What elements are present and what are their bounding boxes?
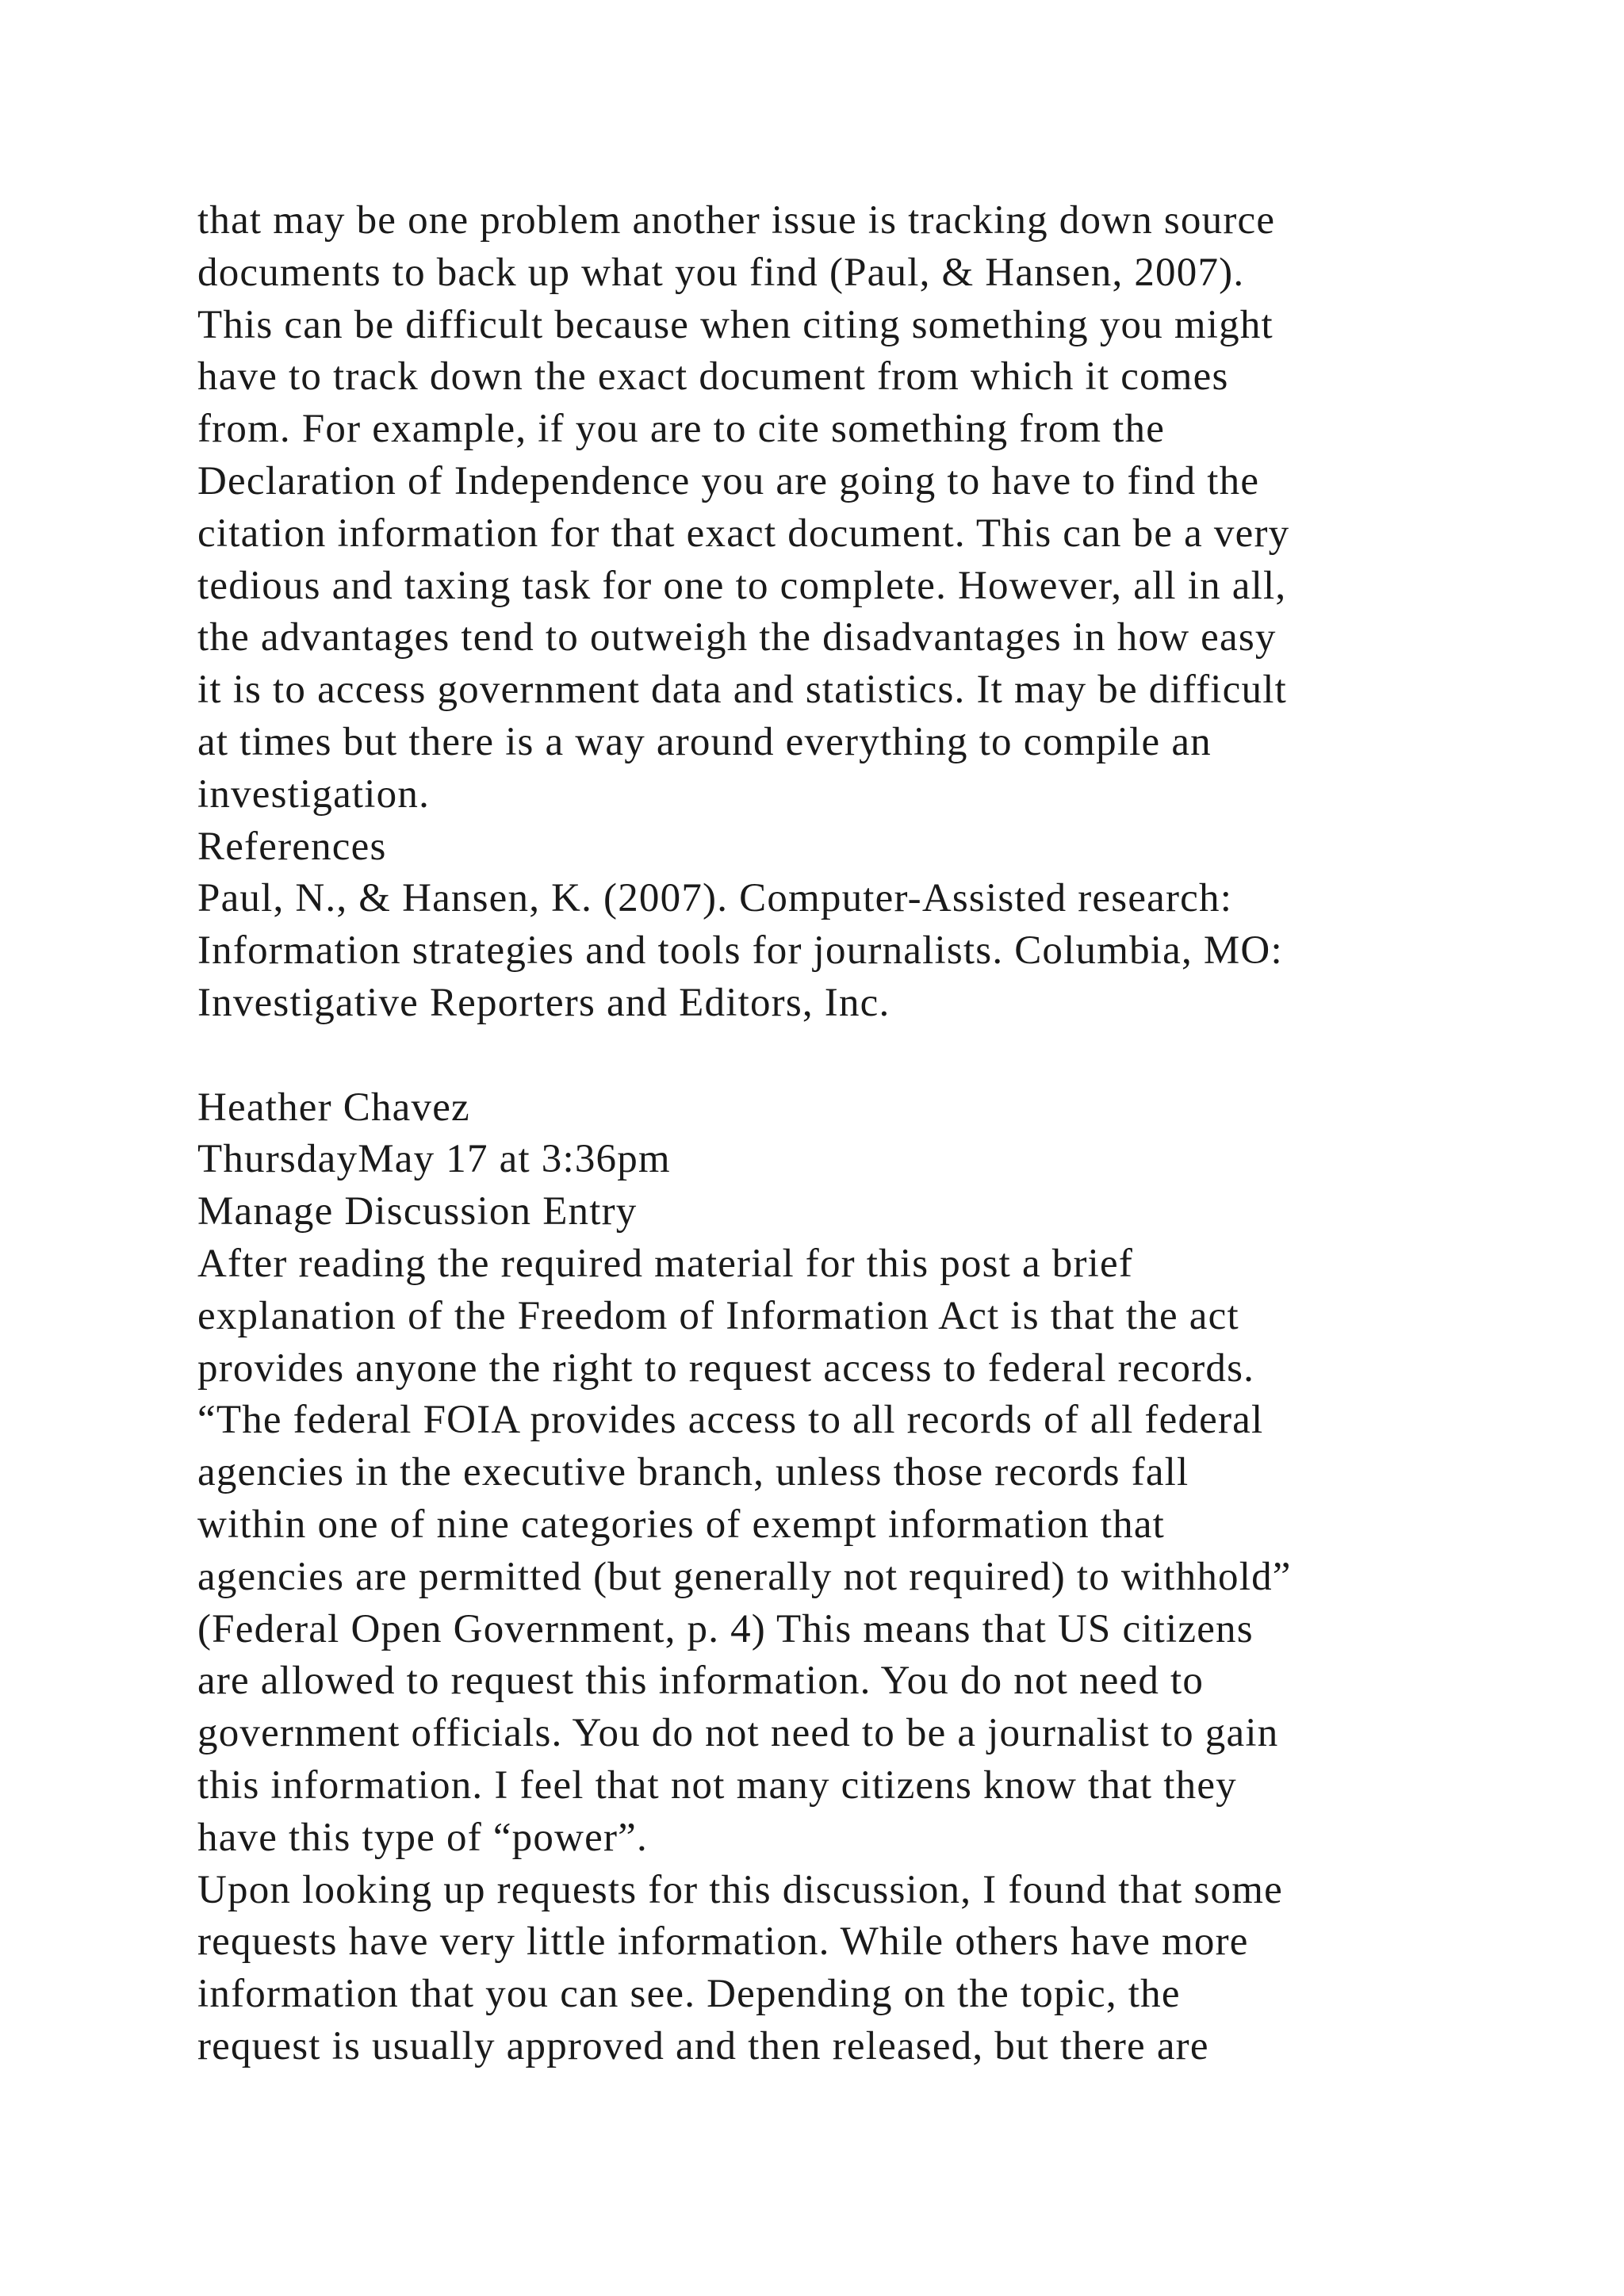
paragraph-line: Declaration of Independence you are going to have to find the [197, 458, 1260, 503]
paragraph-line: it is to access government data and statistics. It may be difficult [197, 668, 1287, 713]
post-body-line: agencies are permitted (but generally not required) to withhold” [197, 1554, 1292, 1599]
post-body-line: provides anyone the right to request access to federal records. [197, 1345, 1255, 1391]
references-heading: References [197, 824, 387, 869]
paragraph-line: This can be difficult because when citing something you might [197, 302, 1274, 347]
post-body-line: agencies in the executive branch, unless those records fall [197, 1450, 1189, 1495]
post-body-line: this information. I feel that not many citizens know that they [197, 1762, 1237, 1808]
reference-line: Information strategies and tools for journalists. Columbia, MO: [197, 928, 1283, 974]
post-body-line: have this type of “power”. [197, 1815, 648, 1860]
post-body-line: government officials. You do not need to be a journalist to gain [197, 1711, 1279, 1756]
previous-post-continuation [197, 195, 1545, 821]
post-timestamp: ThursdayMay 17 at 3:36pm [197, 1137, 671, 1182]
post-body-line: After reading the required material for this post a brief [197, 1241, 1134, 1286]
reference-entry [197, 873, 1545, 1029]
paragraph-line: the advantages tend to outweigh the disadvantages in how easy [197, 615, 1277, 660]
reference-line: Paul, N., & Hansen, K. (2007). Computer-Assisted research: [197, 876, 1233, 921]
post-body-line: are allowed to request this information. You do not need to [197, 1659, 1205, 1704]
post-author: Heather Chavez [197, 1085, 470, 1130]
post-body-line: request is usually approved and then released, but there are [197, 2023, 1209, 2068]
post-body-line: requests have very little information. While others have more [197, 1919, 1249, 1965]
paragraph-line: citation information for that exact document. This can be a very [197, 511, 1290, 556]
paragraph-line: tedious and taxing task for one to complete. However, all in all, [197, 563, 1287, 608]
reference-line: Investigative Reporters and Editors, Inc. [197, 980, 891, 1025]
paragraph-line: investigation. [197, 771, 431, 817]
post-body-line: within one of nine categories of exempt information that [197, 1502, 1166, 1547]
paragraph-line: that may be one problem another issue is tracking down source [197, 198, 1276, 243]
post-body-line: (Federal Open Government, p. 4) This means that US citizens [197, 1606, 1254, 1651]
post-body [197, 1238, 1545, 2073]
paragraph-line: from. For example, if you are to cite something from the [197, 407, 1166, 452]
post-body-line: Upon looking up requests for this discussion, I found that some [197, 1867, 1283, 1912]
post-body-line: information that you can see. Depending on the topic, the [197, 1972, 1181, 2017]
paragraph-line: have to track down the exact document from which it comes [197, 354, 1229, 400]
paragraph-line: documents to back up what you find (Paul, & Hansen, 2007). [197, 250, 1245, 295]
paragraph-line: at times but there is a way around everything to compile an [197, 719, 1212, 764]
manage-discussion-entry-link[interactable]: Manage Discussion Entry [197, 1189, 638, 1234]
blank-line [197, 1030, 1545, 1082]
discussion-post [197, 1082, 1545, 2073]
post-body-line: “The federal FOIA provides access to all records of all federal [197, 1398, 1264, 1443]
document-text [197, 195, 1545, 2073]
post-body-line: explanation of the Freedom of Information Act is that the act [197, 1293, 1239, 1338]
